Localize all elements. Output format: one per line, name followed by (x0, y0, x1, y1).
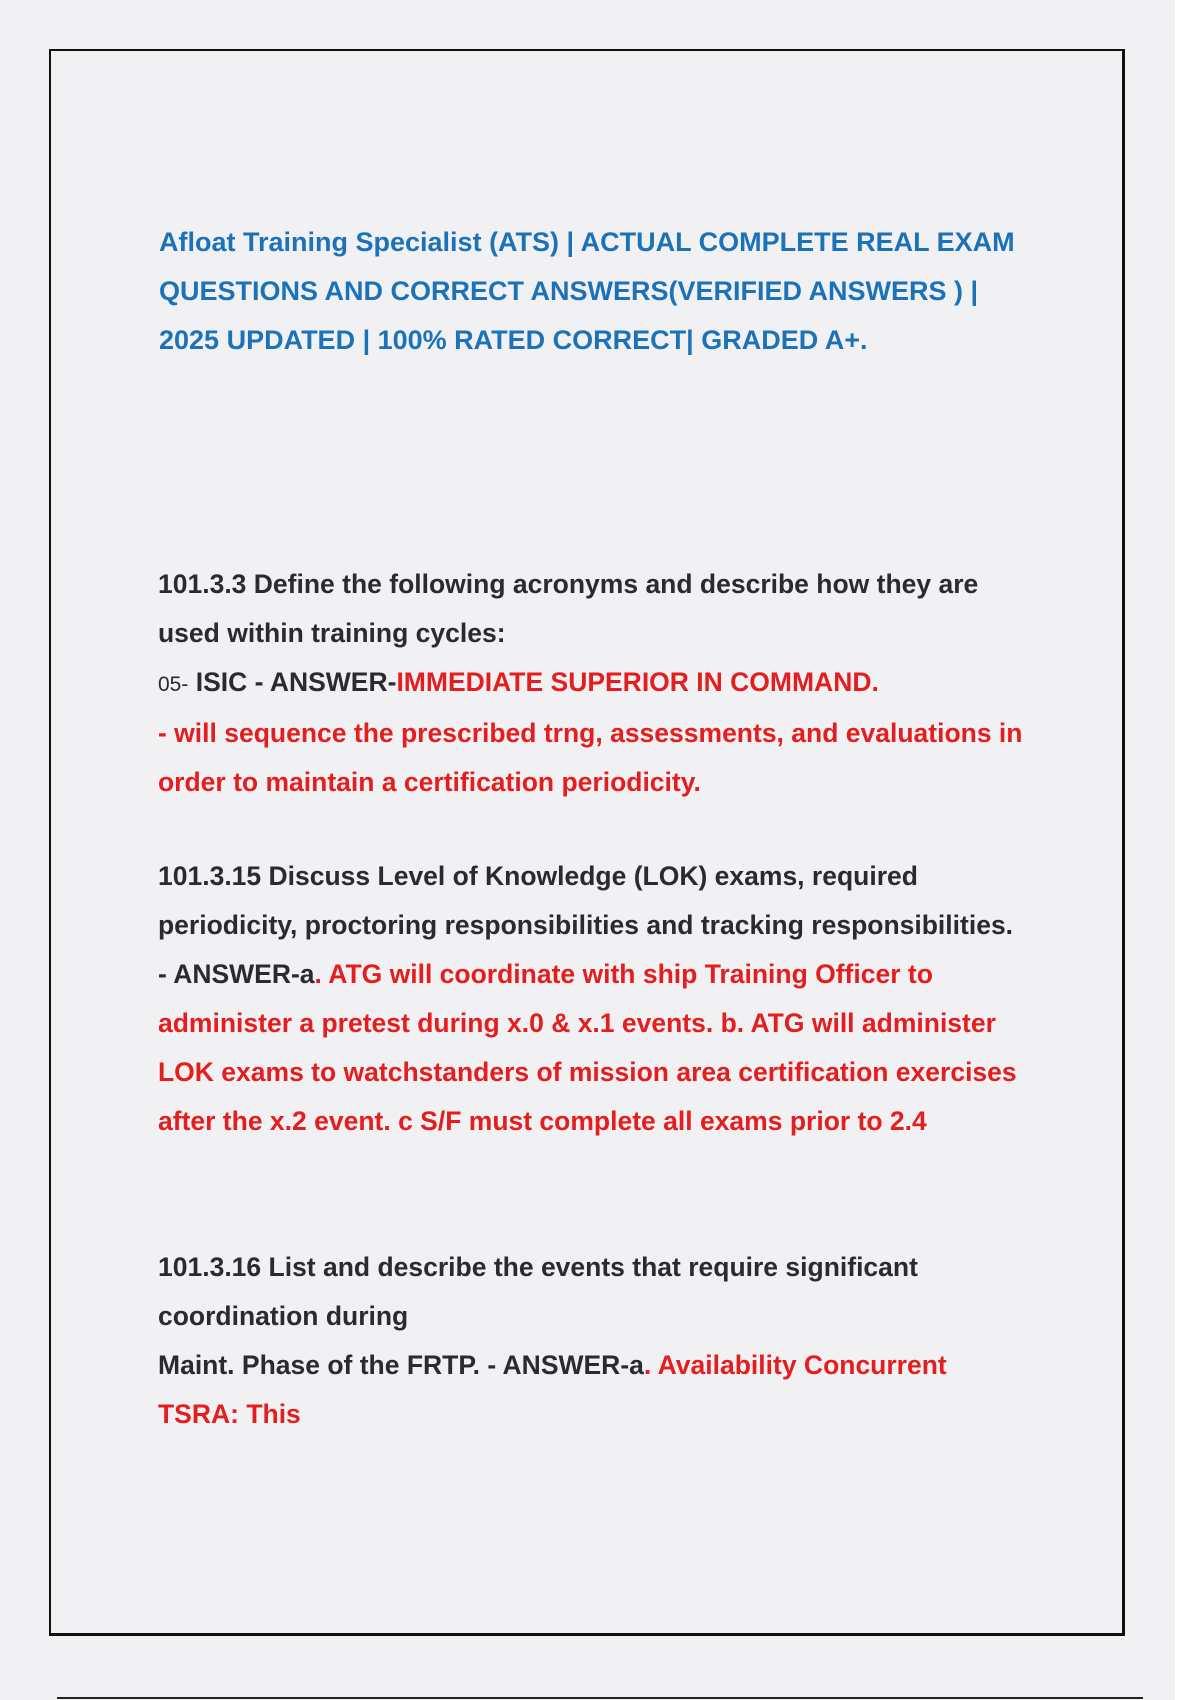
document-title: Afloat Training Specialist (ATS) | ACTUAL COMPLETE REAL EXAM QUESTIONS AND CORRECT ANSWERS(VERIFIED ANSWERS ) | 2025 UPDATED | 100% RATED CORRECT| GRADED A+. (159, 227, 1015, 355)
answer-text: . ATG will coordinate with ship Training Officer to administer a pretest during x.0 & x.1 events. b. ATG will administer LOK exams to watchstanders of mission area certification exercises after the x.2 event. c S/F must complete all exams prior to 2.4 (158, 959, 1017, 1136)
item-number: 05- (158, 673, 189, 696)
question-text: 101.3.3 Define the following acronyms and describe how they are used within training cycles: (158, 569, 979, 648)
qa-item-acronyms (158, 560, 1028, 807)
answer-heading: IMMEDIATE SUPERIOR IN COMMAND. (396, 667, 879, 697)
item-prompt: ISIC - ANSWER- (188, 667, 397, 697)
question-text-continued: Maint. Phase of the FRTP. - ANSWER-a (158, 1350, 644, 1380)
question-text: 101.3.16 List and describe the events that require significant coordination during (158, 1252, 918, 1331)
question-text: 101.3.15 Discuss Level of Knowledge (LOK) exams, required periodicity, proctoring responsibilities and tracking responsibilities. - ANSWER-a (158, 861, 1014, 989)
qa-item-lok-exams (158, 852, 1028, 1146)
answer-text: . Availability Concurrent TSRA: This (158, 1350, 947, 1429)
qa-item-maintenance-phase (158, 1243, 1028, 1439)
answer-text: - will sequence the prescribed trng, assessments, and evaluations in order to maintain a certification periodicity. (158, 718, 1023, 797)
page-divider (57, 1697, 1143, 1699)
